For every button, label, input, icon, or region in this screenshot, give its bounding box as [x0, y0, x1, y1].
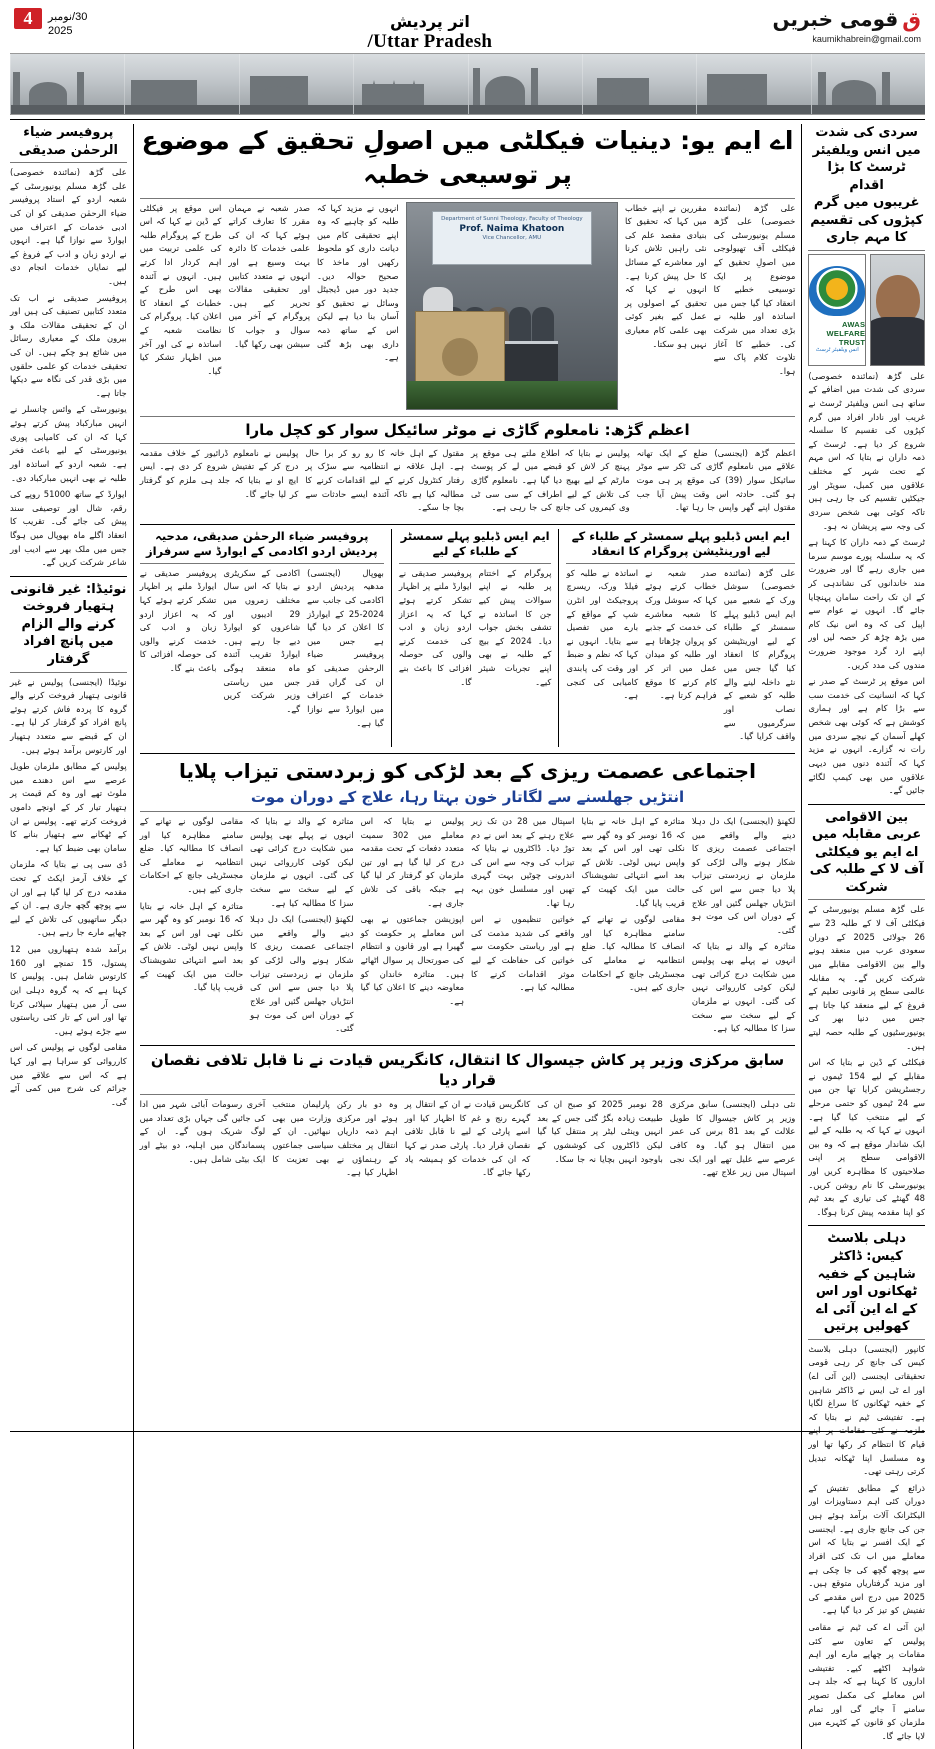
article-body-col [724, 567, 796, 747]
page-footer-rule [10, 1431, 925, 1441]
paragraph: آخری رسومات آبائی شہر میں ادا کی جائیں گی جہاں بڑی تعداد میں لوگ شریک ہوں گے۔ ان کے پسماندگان میں اہلیہ، دو بیٹے اور ایک بیٹی شامل ہیں۔ [139, 1099, 266, 1164]
paragraph: انہوں نے مزید کہا کہ طلبہ کو چاہیے کہ وہ اپنے تحقیقی کام میں دیانت داری کو ملحوظ رکھیں اور ماخذ کا صحیح حوالہ دیں۔ جدید دور میں ڈیجیٹل وسائل نے تحقیق کو آسان بنا دیا ہے لیکن اس کے ساتھ ذمہ داری بھی بڑھ گئی ہے۔ [317, 202, 399, 363]
article-body-col [305, 447, 464, 518]
banner-department: Department of Sunni Theology, Faculty of Theology [441, 215, 583, 222]
skyline-segment [696, 54, 810, 114]
divider [140, 524, 796, 525]
lead-headline: اے ایم یو: دینیات فیکلٹی میں اصولِ تحقیق کے موضوع پر توسیعی خطبہ [141, 126, 794, 189]
article-arabic-moot [808, 809, 925, 1220]
article-noida-arms [10, 581, 127, 1110]
article-body-col [272, 1098, 398, 1183]
page-number: 4 [14, 8, 42, 29]
divider [10, 162, 127, 163]
article-body-col [317, 202, 399, 410]
divider [10, 119, 925, 120]
paragraph: 28 نومبر 2025 کو صبح ان کی طبیعت زیادہ بگڑ گئی جس کے بعد انہیں وینٹی لیٹر پر منتقل کیا گیا لیکن ڈاکٹروں کی کوششوں کے باوجود انہیں بچایا نہ جا سکا۔ [537, 1099, 663, 1164]
paragraph: علی گڑھ (نمائندہ خصوصی) علی گڑھ مسلم یونیورسٹی کے شعبہ اردو کے استاد پروفیسر ضیاء الرحمٰن صدیقی کو ان کی ادبی خدمات کے اعتراف میں ایوارڈ سے نوازا گیا ہے۔ انہوں نے اردو زبان و ادب کے فروغ کے لیے نمایاں خدمات انجام دی ہیں۔ [10, 167, 127, 286]
article-headline: نوئیڈا: غیر قانونی ہتھیار فروخت کرنے والے الزام میں پانچ افراد گرفتار [10, 581, 127, 667]
article-headline: دہلی بلاسٹ کیس: ڈاکٹر شاہین کے خفیہ ٹھکانوں اور اس کے اے این آئی اے کھولیں پرتیں [815, 1231, 918, 1335]
paragraph: مقررین نے اپنے خطاب میں کہا کہ تحقیق کا بنیادی مقصد علم کی نئی راہیں تلاش کرنا اور معاشرے کے مسائل کا حل پیش کرنا ہے۔ انہوں نے کہا کہ تحقیق کے اصولوں پر عمل کیے بغیر کوئی بھی علمی کام معیاری نہیں ہو سکتا۔ [625, 202, 707, 349]
article-body-col [250, 815, 353, 1039]
paragraph: اعظم گڑھ (ایجنسی) ضلع کے ایک تھانہ علاقے میں نامعلوم گاڑی کی ٹکر سے موٹر سائیکل سوار (39) کی موقع پر ہی موت ہو گئی۔ حادثہ اس وقت پیش آیا جب مقتول اپنے گھر واپس جا رہا تھا۔ [636, 447, 796, 513]
article-body-col [566, 567, 638, 747]
divider [808, 899, 925, 900]
article-body [808, 370, 925, 798]
column-left [10, 124, 127, 1749]
paragraph: پروفیسر صدیقی نے ایوارڈ ملنے پر اظہار تشکر کرتے ہوئے کہا کہ یہ اعزاز اردو زبان و ادب کی خدمت کرنے والوں کی حوصلہ افزائی کا باعث بنے گا۔ [398, 567, 472, 687]
paragraph: پروفیسر صدیقی نے اب تک متعدد کتابیں تصنیف کی ہیں اور ان کے تحقیقی مقالات ملک و بیرون ملک کے معیاری رسائل میں شائع ہو چکے ہیں۔ ان کی تحقیقی خدمات کو علمی حلقوں میں بڑی قدر کی نگاہ سے دیکھا جاتا ہے۔ [10, 292, 127, 398]
article-columns [566, 567, 795, 747]
article-headline: ایم ایس ڈبلیو پہلے سمسٹر کے طلباء کے لیے [400, 528, 550, 559]
article-body [808, 903, 925, 1219]
column-divider [558, 529, 559, 747]
skyline-segment [811, 54, 925, 114]
paragraph: متاثرہ کے اہل خانہ نے بتایا کہ 16 نومبر کو وہ گھر سے نکلی تھی اور اس کے بعد واپس نہیں لوٹی۔ تلاش کے بعد اسے انتہائی تشویشناک حالت میں ایک کھیت کے قریب پایا گیا۔ [139, 900, 244, 993]
brand-mark-icon: ق [902, 7, 921, 32]
paragraph: ذرائع کے مطابق تفتیش کے دوران کئی اہم دستاویزات اور الیکٹرانک آلات برآمد ہوئے ہیں جن کی جانچ جاری ہے۔ ایجنسی کے ایک افسر نے بتایا کہ اس معاملے میں اب تک کئی افراد سے پوچھ گچھ کی جا چکی ہے اور مزید گرفتاریاں متوقع ہیں۔ 2025 میں درج اس مقدمے کی تفتیش کو تیز کر دیا گیا ہے۔ [808, 1482, 925, 1616]
page-body [10, 124, 925, 1749]
divider [140, 563, 384, 564]
article-body-col [140, 447, 299, 518]
paragraph: مقامی لوگوں نے پولیس کی اس کارروائی کو سراہا ہے اور کہا ہے کہ اس سے علاقے میں جرائم کی شرح میں کمی آئے گی۔ [10, 1042, 127, 1107]
paragraph: اس موقع پر فیکلٹی کے ڈین نے کہا کہ اس طرح کے پروگرام طلبہ کی علمی تربیت میں اہم کردار ادا کرتے ہیں۔ انہوں نے آئندہ بھی اس طرح کے خطبات کے انعقاد کا اعلان کیا۔ پروگرام کی نظامت شعبہ کے اساتذہ نے کی اور آخر میں اظہار تشکر کیا گیا۔ [139, 202, 222, 376]
paragraph: علی گڑھ (نمائندہ خصوصی) سردی کی شدت میں اضافے کے ساتھ ہی انس ویلفیئر ٹرسٹ نے غریب اور نادار افراد میں گرم کپڑوں کی تقسیم کا سلسلہ شروع کر دیا ہے۔ ٹرسٹ کے ذمہ داران نے بتایا کہ اس مہم کے تحت شہر کے مختلف علاقوں میں کمبل، سویٹر اور جیکٹیں تقسیم کی جا رہی ہیں تاکہ کوئی بھی شخص سردی کی وجہ سے پریشان نہ ہو۔ [808, 370, 925, 531]
paragraph: علی گڑھ (نمائندہ خصوصی) سوشل ورک کے شعبے میں ایم ایس ڈبلیو پہلے سمسٹر کے طلباء کے لیے اورینٹیشن پروگرام کا انعقاد کیا گیا جس میں نئے داخلہ لینے والے طلبہ کو شعبے کے نصاب اور سرگرمیوں سے واقف کرایا گیا۔ [723, 567, 796, 742]
article-columns [140, 815, 796, 1039]
article-body-col [140, 202, 222, 410]
paragraph: متاثرہ کے اہل خانہ نے بتایا کہ 16 نومبر کو وہ گھر سے نکلی تھی اور اس کے بعد واپس نہیں لوٹی۔ تلاش کے بعد اسے انتہائی تشویشناک حالت میں ایک کھیت کے قریب پایا گیا۔ [581, 816, 685, 908]
article-body-col [625, 202, 707, 410]
column-divider [391, 529, 392, 747]
brand-name: قومی خبریں [772, 7, 899, 31]
article-subheadline: غریبوں میں گرم کپڑوں کی تقسیم کا مہم جاری [810, 195, 924, 246]
article-columns [140, 1098, 796, 1183]
paragraph: متاثرہ کے والد نے بتایا کہ انہوں نے پہلے بھی پولیس میں شکایت درج کرائی تھی لیکن کوئی کارروائی نہیں کی گئی۔ انہوں نے ملزمان کے لیے سخت سے سخت سزا کا مطالبہ کیا ہے۔ [691, 941, 796, 1034]
paragraph: صدر شعبہ نے مہمان مقرر کا تعارف کراتے ہوئے کہا کہ ان کی علمی خدمات کا دائرہ بہت وسیع ہے اور انہوں نے متعدد کتابیں اور تحقیقی مقالات تحریر کیے ہیں۔ پروگرام کے آخر میں سوال و جواب کا سیشن بھی رکھا گیا۔ [228, 202, 311, 349]
bottom-lead-headline: اجتماعی عصمت ریزی کے بعد لڑکی کو زبردستی تیزاب پلایا [179, 758, 756, 783]
paragraph: پولیس نے بتایا کہ اطلاع ملتے ہی موقع پر پہنچ کر لاش کو قبضے میں لے کر پوسٹ مارٹم کے لیے بھیج دیا گیا ہے۔ نامعلوم گاڑی کی تلاش کے لیے اطراف کے سی سی ٹی وی کیمروں کی جانچ کی جا رہی ہے۔ [471, 447, 630, 513]
bottom-lead-subheadline: انتڑیں جھلسنے سے لگاتار خون بہتا رہا، علاج کے دوران موت [250, 787, 685, 806]
paragraph: اس موقع پر ٹرسٹ کے صدر نے کہا کہ انسانیت کی خدمت سب سے بڑا کام ہے اور ہماری کوشش ہے کہ کوئی بھی شخص کھلے آسمان کے نیچے سردی میں رات نہ گزارے۔ انہوں نے مزید کہا کہ آئندہ دنوں میں دیہی علاقوں میں بھی کیمپ لگائے جائیں گے۔ [808, 676, 925, 796]
article-acid-attack [140, 758, 796, 1039]
article-body-col [140, 567, 217, 733]
paragraph: ٹرسٹ کے ذمہ داران کا کہنا ہے کہ یہ سلسلہ پورے موسم سرما میں جاری رہے گا اور ضرورت مند خاندانوں کی نشاندہی کر کے ان تک راحت سامان پہنچایا جائے گا۔ انہوں نے عوام سے اپیل کی کہ وہ اس نیک کام میں بڑھ چڑھ کر حصہ لیں اور اپنے ارد گرد موجود ضرورت مندوں کی مدد کریں۔ [808, 537, 925, 670]
brand-email: kaumikhabrein@gmail.com [812, 34, 921, 45]
stage-banner [432, 211, 592, 265]
article-columns [399, 567, 552, 692]
section-title-english: Uttar Pradesh/ [367, 31, 493, 52]
article-body-col [670, 1098, 796, 1183]
divider [140, 1094, 796, 1095]
divider [10, 576, 127, 577]
masthead [10, 6, 925, 50]
article-body-col [471, 815, 574, 1039]
brand-logo [772, 8, 921, 32]
article-body-col [581, 815, 684, 1039]
paragraph: پولیس نے بتایا کہ اس معاملے میں 302 سمیت متعدد دفعات کے تحت مقدمہ درج کر لیا گیا ہے اور تین ملزمان کو گرفتار کر لیا گیا ہے جبکہ باقی کی تلاش جاری ہے۔ [360, 816, 465, 908]
article-headline: بین الاقوامی عربی مقابلہ میں اے ایم یو فیکلٹی آف لا کے طلبہ کی شرکت [809, 809, 924, 895]
paragraph: مقامی لوگوں نے تھانے کے سامنے مظاہرہ کیا اور انصاف کا مطالبہ کیا۔ ضلع انتظامیہ نے معاملے کی مجسٹریٹی جانچ کے احکامات جاری کیے ہیں۔ [581, 914, 685, 993]
skyline-segment [10, 54, 124, 114]
section-title-block [87, 8, 772, 53]
paragraph: مقتول کے اہل خانہ کا رو رو کر برا حال ہے۔ اہل علاقہ نے انتظامیہ سے سڑک پر رفتار کنٹرول کرنے کے لیے اقدامات کرنے کا مطالبہ کیا ہے تاکہ آئندہ ایسے حادثات سے بچا جا سکے۔ [305, 447, 465, 513]
column-right [808, 124, 925, 1749]
paragraph: مقامی لوگوں نے تھانے کے سامنے مظاہرہ کیا اور انصاف کا مطالبہ کیا۔ ضلع انتظامیہ نے معاملے کی مجسٹریٹی جانچ کے احکامات جاری کیے ہیں۔ [139, 816, 244, 895]
article-body-col [645, 567, 717, 747]
article-urdu-academy-award [140, 529, 384, 747]
paragraph: نوئیڈا (ایجنسی) پولیس نے غیر قانونی ہتھیار فروخت کرنے والے گروہ کا پردہ فاش کرتے ہوئے پانچ افراد کو گرفتار کر لیا ہے۔ ان کے قبضے سے متعدد ہتھیار اور کارتوس برآمد ہوئے ہیں۔ [10, 676, 127, 755]
stage-plants [407, 381, 617, 409]
skyline-segment [239, 54, 353, 114]
paragraph: برآمد شدہ ہتھیاروں میں 12 پستول، 15 تمنچے اور 160 کارتوس شامل ہیں۔ پولیس کا کہنا ہے کہ یہ گروہ دہلی این سی آر میں ہتھیار سپلائی کرتا تھا اور اس کے تار کئی ریاستوں سے جڑے ہوئے ہیں۔ [10, 944, 127, 1036]
article-body-col [361, 815, 464, 1039]
article-body-col [692, 815, 795, 1039]
paragraph: کانگریس قیادت نے ان کے انتقال پر گہرے رنج و غم کا اظہار کیا اور اسے پارٹی کے لیے نا قابل تلافی نقصان قرار دیا۔ پارٹی صدر نے کہا کہ ان کی خدمات کو ہمیشہ یاد رکھا جائے گا۔ [404, 1099, 531, 1178]
paragraph: خواتین تنظیموں نے اس واقعے کی شدید مذمت کی ہے اور ریاستی حکومت سے خواتین کی حفاظت کے لیے موثر اقدامات کرنے کا مطالبہ کیا ہے۔ [471, 914, 575, 993]
article-msw-secondary [399, 529, 552, 747]
divider [399, 563, 552, 564]
paragraph: صدر شعبہ نے خطاب کرتے ہوئے کہا کہ سوشل ورک کا شعبہ معاشرے کی خدمت کے جذبے کو پروان چڑھاتا ہے اور طلبہ کو میدان عمل میں اتر کر کام کرنے کا موقع فراہم کرتا ہے۔ [645, 567, 717, 701]
divider [566, 563, 795, 564]
article-headline: ایم ایس ڈبلیو پہلے سمسٹر کے طلباء کے لیے اورینٹیشن پروگرام کا انعقاد [571, 528, 790, 559]
column-divider [133, 124, 134, 1749]
paragraph: اکادمی کے سکریٹری نے بتایا کہ اس سال مختلف زمروں میں 29 ادیبوں اور شاعروں کو ایوارڈ دیے جا رہے ہیں۔ ایوارڈ تقریب آئندہ ماہ منعقد ہوگی جس میں ریاستی وزیر شرکت کریں گے۔ [223, 567, 301, 714]
trust-logo-name: AWAS WELFARE TRUST [826, 320, 866, 348]
paragraph: بھوپال (ایجنسی) مدھیہ پردیش اردو اکادمی کی جانب سے 2024-25 کے ایوارڈز کا اعلان کر دیا گیا ہے جس میں پروفیسر ضیاء الرحمٰن صدیقی کو ان کی گراں قدر خدمات کے اعتراف میں ایوارڈ سے نوازا گیا ہے۔ [307, 567, 384, 728]
article-delhi-blast [808, 1230, 925, 1743]
paragraph: متاثرہ کے والد نے بتایا کہ انہوں نے پہلے بھی پولیس میں شکایت درج کرائی تھی لیکن کوئی کارروائی نہیں کی گئی۔ انہوں نے ملزمان کے لیے سخت سے سخت سزا کا مطالبہ کیا ہے۔ [250, 816, 354, 908]
divider [140, 1045, 796, 1046]
paragraph: اساتذہ نے طلبہ کو فیلڈ ورک، ریسرچ پروجیکٹ اور انٹرن شپ کے مواقع کے بارے میں تفصیل سے بتایا۔ انہوں نے کہا کہ نظم و ضبط اور وقت کی پابندی کامیابی کی کنجی ہے۔ [566, 567, 639, 701]
paragraph: نئی دہلی (ایجنسی) سابق مرکزی وزیر پر کاش جیسوال کا طویل علالت کے بعد 81 برس کی عمر میں انتقال ہو گیا۔ وہ کافی عرصے سے علیل تھے اور ایک نجی اسپتال میں زیر علاج تھے۔ [669, 1099, 796, 1178]
divider [140, 198, 796, 199]
article-body-col [307, 567, 384, 733]
article-body-col [140, 1098, 266, 1183]
trust-emblem-icon [809, 266, 865, 316]
paragraph: این آئی اے کی ٹیم نے مقامی پولیس کے تعاون سے کئی مقامات پر چھاپے مارے اور اہم شواہد اکٹھے کیے۔ تفتیشی اداروں کا کہنا ہے کہ جلد ہی اس معاملے کی مکمل تصویر سامنے آ جائے گی اور تمام ملزمان کو قانون کے کٹہرے میں لایا جائے گا۔ [808, 1621, 925, 1741]
trust-logo-image [808, 254, 866, 366]
article-professor-award [10, 124, 127, 570]
divider [140, 811, 796, 812]
article-amu-theology-lecture [140, 124, 796, 410]
skyline-segment [353, 54, 467, 114]
article-headline: پروفیسر ضیاء الرحمٰن صدیقی، مدحیہ پردیش اردو اکادمی کے ایوارڈ سے سرفراز [146, 528, 378, 559]
article-headline: سردی کی شدت میں انس ویلفیئر ٹرسٹ کا بڑا اقدام [812, 125, 921, 193]
article-body-col [140, 815, 243, 1039]
paragraph: ڈی سی پی نے بتایا کہ ملزمان کے خلاف آرمز ایکٹ کے تحت مقدمہ درج کر لیا گیا ہے اور ان سے پوچھ گچھ جاری ہے۔ ان کے دیگر ساتھیوں کی تلاش کے لیے چھاپے مارے جا رہے ہیں۔ [10, 859, 127, 938]
divider [808, 1339, 925, 1340]
skyline-segment [468, 54, 582, 114]
article-body-col [714, 202, 796, 410]
article-body [10, 676, 127, 1110]
paragraph: فیکلٹی کے ڈین نے بتایا کہ اس مقابلے کے لیے 154 ٹیموں نے رجسٹریشن کرایا تھا جن میں سے 24 ٹیموں کو حتمی مرحلے کے لیے منتخب کیا گیا ہے۔ انہوں نے کہا کہ یہ طلبہ کے لیے ایک شاندار موقع ہے کہ وہ بین الاقوامی سطح پر اپنی صلاحیتوں کا مظاہرہ کریں اور یونیورسٹی کا نام روشن کریں۔ 48 گھنٹے کی تیاری کے بعد ٹیم کو اپنا مقدمہ پیش کرنا ہوگا۔ [808, 1057, 925, 1217]
article-headline: اعظم گڑھ: نامعلوم گاڑی نے موٹر سائیکل سوار کو کچل مارا [245, 420, 690, 439]
banner-person-name: Prof. Naima Khatoon [459, 223, 565, 234]
skyline-segment [124, 54, 238, 114]
issue-year: 2025 [48, 25, 73, 37]
divider [140, 416, 796, 417]
paragraph: یونیورسٹی کے وائس چانسلر نے انہیں مبارکباد پیش کرتے ہوئے کہا کہ ان کی کامیابی پوری یونیورسٹی کے لیے باعث فخر ہے۔ شعبہ اردو کے اساتذہ اور طلبہ نے بھی انہیں مبارکباد دی۔ [10, 404, 127, 483]
paragraph: پولیس نے نامعلوم ڈرائیور کے خلاف مقدمہ درج کر کے تفتیش شروع کر دی ہے۔ ایس ایچ او نے بتایا کہ جلد ہی ملزم کو گرفتار کر لیا جائے گا۔ [139, 447, 299, 499]
article-jaiswal-obituary [140, 1050, 796, 1183]
article-headline: سابق مرکزی وزیر پر کاش جیسوال کا انتقال، کانگریس قیادت نے نا قابل تلافی نقصان قرار دیا [150, 1050, 785, 1089]
article-body-col [479, 567, 552, 692]
column-divider [801, 124, 802, 1749]
paragraph: وہ دو بار رکن پارلیمان منتخب ہوئے اور مرکزی وزارت میں بھی اہم ذمہ داریاں نبھائیں۔ ان کے انتقال پر مختلف سیاسی جماعتوں کے رہنماؤں نے بھی تعزیت کا اظہار کیا ہے۔ [272, 1099, 398, 1178]
article-body-col [228, 202, 310, 410]
article-body-col [399, 567, 472, 692]
banner-person-title: Vice Chancellor, AMU [482, 235, 542, 242]
section-title-urdu: اتر پردیش [390, 12, 470, 31]
article-columns [140, 447, 796, 518]
article-columns [140, 567, 384, 733]
paragraph: ایوارڈ کے ساتھ 51000 روپے کی رقم، شال اور توصیفی سند پیش کی جائے گی۔ تقریب کا انعقاد اگلے ماہ بھوپال میں ہوگا جس میں ملک بھر سے ادیب اور شاعر شرکت کریں گے۔ [10, 489, 127, 568]
article-photo-person [870, 254, 925, 366]
article-awas-trust [808, 124, 925, 798]
paragraph: پروگرام کے اختتام پر طلبہ نے اپنے سوالات پیش کیے جن کا اساتذہ نے تشفی بخش جواب دیا۔ 2024 کے بیچ کے طلبہ نے بھی اپنے تجربات شیئر کیے۔ [478, 567, 552, 687]
issue-date: 30/نومبر [48, 11, 88, 23]
paragraph: اسپتال میں 28 دن تک زیر علاج رہنے کے بعد اس نے دم توڑ دیا۔ ڈاکٹروں نے بتایا کہ تیزاب کی وجہ سے اس کی اندرونی چوٹیں بہت گہری تھیں اور مسلسل خون بہہ رہا تھا۔ [471, 816, 575, 908]
article-body-col [471, 447, 630, 518]
paragraph: پولیس کے مطابق ملزمان طویل عرصے سے اس دھندے میں ملوث تھے اور وہ کم قیمت پر ہتھیار تیار کر کے اونچے داموں فروخت کرتے تھے۔ پولیس نے ان کے ٹھکانے سے ہتھیار بنانے کا سامان بھی ضبط کیا ہے۔ [10, 761, 127, 853]
lead-photo [406, 202, 618, 410]
skyline-banner-image [10, 53, 925, 115]
divider [140, 753, 796, 754]
lead-columns [140, 202, 796, 410]
paragraph: اپوزیشن جماعتوں نے بھی اس معاملے پر حکومت کو گھیرا ہے اور قانون و انتظام کی صورتحال پر سوال اٹھائے ہیں۔ متاثرہ خاندان کو معاوضہ دینے کا اعلان کیا گیا ہے۔ [360, 914, 465, 1006]
article-msw-orientation [566, 529, 795, 747]
article-body-col [537, 1098, 663, 1183]
masthead-brand-block [772, 8, 921, 45]
divider [808, 1225, 925, 1226]
article-headline: پروفیسر ضیاء الرحمٰن صدیقی [18, 125, 118, 158]
paragraph: لکھنؤ (ایجنسی) ایک دل دہلا دینے والے واقعے میں اجتماعی عصمت ریزی کا شکار ہونے والی لڑکی کو ملزمان نے زبردستی تیزاب پلا دیا جس سے اس کی انتڑیاں جھلس گئیں اور علاج کے دوران اس کی موت ہو گئی۔ [691, 816, 796, 935]
paragraph: علی گڑھ مسلم یونیورسٹی کے فیکلٹی آف لا کے طلبہ 23 سے 26 جولائی 2025 کے دوران سعودی عرب میں منعقد ہونے والے بین الاقوامی مقابلے میں شرکت کریں گے۔ یہ مقابلہ عالمی سطح پر قانونی تعلیم کے فروغ کے لیے منعقد کیا جاتا ہے جس میں دنیا بھر کی یونیورسٹیوں کے طلبہ حصہ لیتے ہیں۔ [808, 904, 925, 1051]
paragraph: پروفیسر صدیقی نے ایوارڈ ملنے پر اظہار تشکر کرتے ہوئے کہا کہ یہ اعزاز اردو زبان و ادب کی خدمت کرنے والوں کی حوصلہ افزائی کا باعث بنے گا۔ [139, 567, 217, 674]
trust-logo-sub: انس ویلفیئر ٹرسٹ [815, 347, 859, 354]
article-azamgarh-accident [140, 416, 796, 518]
article-body-col [637, 447, 796, 518]
skyline-segment [582, 54, 696, 114]
article-body [808, 1343, 925, 1744]
paragraph: کانپور (ایجنسی) دہلی بلاسٹ کیس کی جانچ کر رہی قومی تحقیقاتی ایجنسی (این آئی اے) اور اے ٹی ایس نے ڈاکٹر شاہین کے خفیہ ٹھکانوں کا سراغ لگایا ہے۔ تفتیشی ٹیم نے بتایا کہ ملزمہ نے کئی مقامات پر اپنے قیام کا انتظام کر رکھا تھا اور وہ مسلسل اپنا ٹھکانہ تبدیل کرتی رہتی تھی۔ [808, 1343, 925, 1477]
paragraph: لکھنؤ (ایجنسی) ایک دل دہلا دینے والے واقعے میں اجتماعی عصمت ریزی کا شکار ہونے والی لڑکی کو ملزمان نے زبردستی تیزاب پلا دیا جس سے اس کی انتڑیاں جھلس گئیں اور علاج کے دوران اس کی موت ہو گئی۔ [250, 914, 354, 1034]
divider [808, 250, 925, 251]
mid-stories-row [140, 529, 796, 747]
divider [140, 443, 796, 444]
paragraph: علی گڑھ (نمائندہ خصوصی) علی گڑھ مسلم یونیورسٹی کی فیکلٹی آف تھیولوجی میں اصولِ تحقیق کے موضوع پر ایک توسیعی خطبے کا انعقاد کیا گیا جس میں اساتذہ اور طلبہ نے بڑی تعداد میں شرکت کی۔ خطبے کا آغاز تلاوت کلام پاک سے ہوا۔ [713, 202, 796, 376]
article-body-col [223, 567, 300, 733]
divider [808, 804, 925, 805]
page-meta [14, 8, 87, 37]
article-body [10, 166, 127, 570]
column-main [140, 124, 796, 1749]
divider [10, 672, 127, 673]
article-body-col [405, 1098, 531, 1183]
lead-photo-wrap [406, 202, 618, 410]
